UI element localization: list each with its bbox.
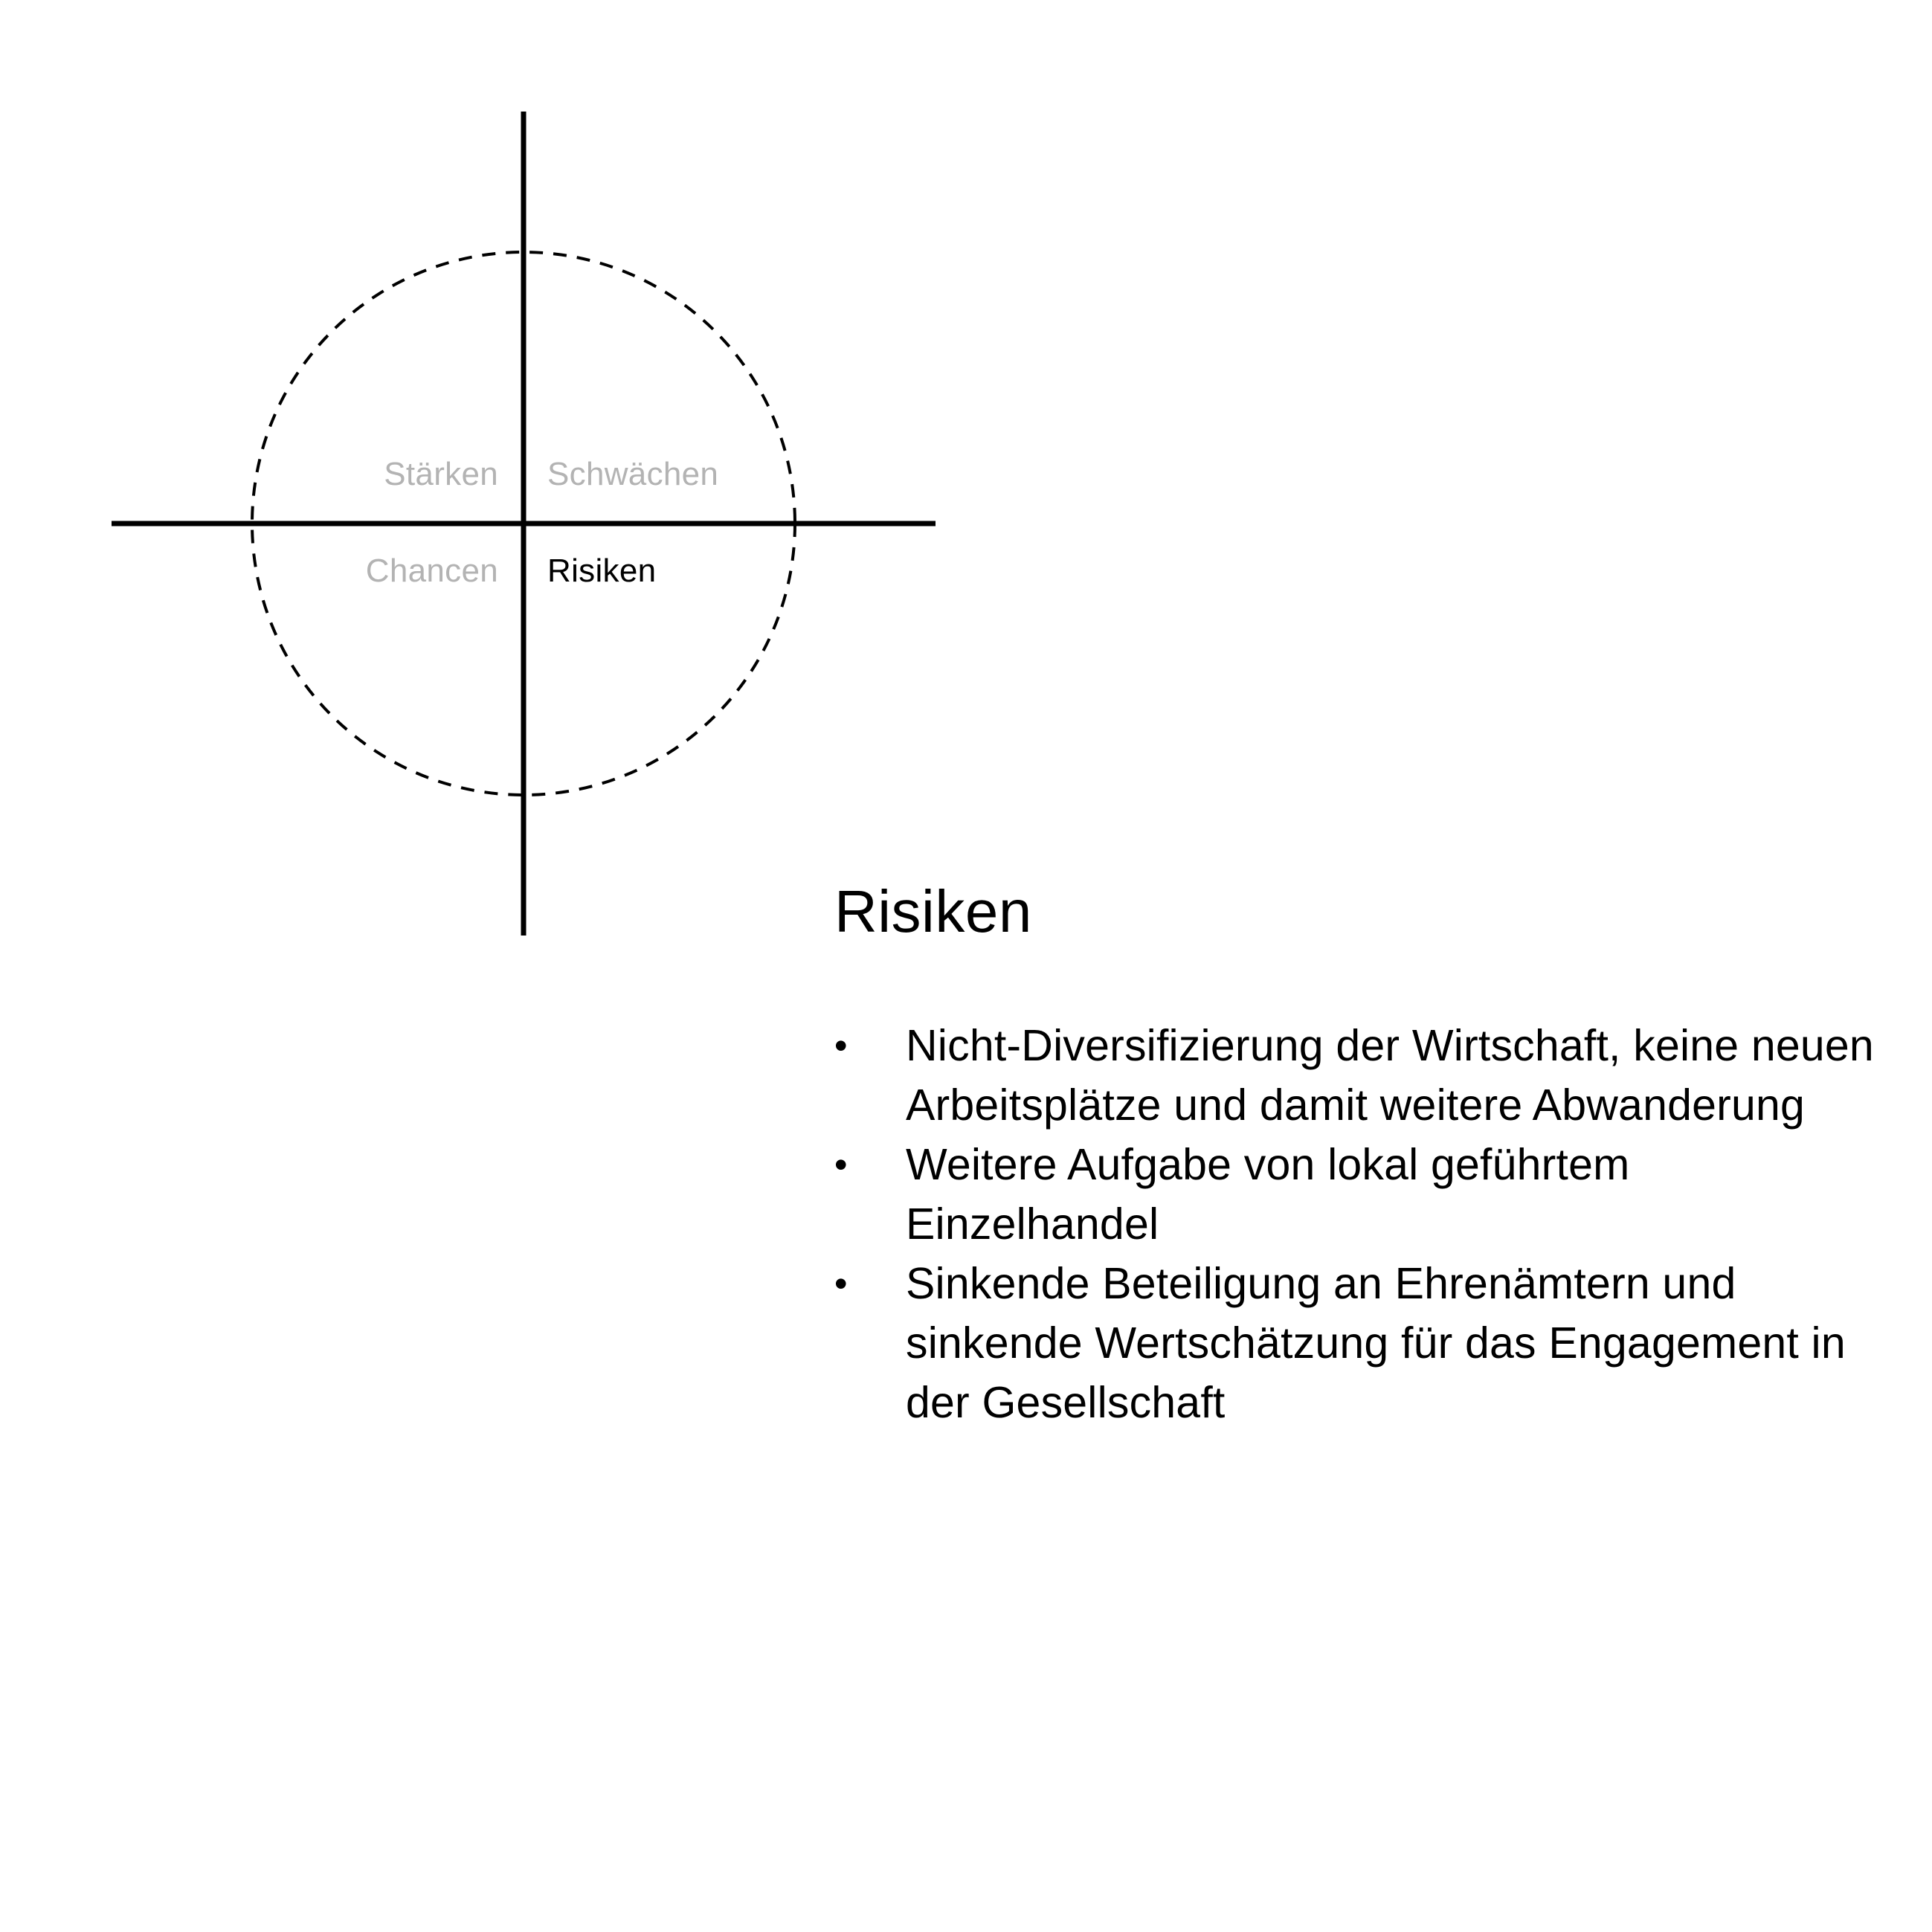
quadrant-label-staerken: Stärken [384,456,498,492]
list-item-text: Nicht-Diversifizierung der Wirtschaft, keine neuen Arbeitsplätze und damit weitere Abwanderung [906,1021,1874,1130]
risk-list [834,1016,1875,1432]
quadrant-label-chancen: Chancen [365,553,498,589]
detail-panel [834,875,1875,1432]
detail-title: Risiken [834,878,1032,944]
quadrant-label-schwaechen: Schwächen [547,456,719,492]
list-item [834,1135,1875,1254]
list-item [834,1254,1875,1432]
list-item-text: Weitere Aufgabe von lokal geführtem Einzelhandel [906,1140,1630,1249]
list-item [834,1016,1875,1135]
bullet-icon: • [834,1263,848,1304]
bullet-icon: • [834,1025,848,1066]
quadrant-label-risiken: Risiken [547,553,657,589]
bullet-icon: • [834,1144,848,1185]
list-item-text: Sinkende Beteiligung an Ehrenämtern und sinkende Wertschätzung für das Engagement in der Gesellschaft [906,1259,1846,1427]
